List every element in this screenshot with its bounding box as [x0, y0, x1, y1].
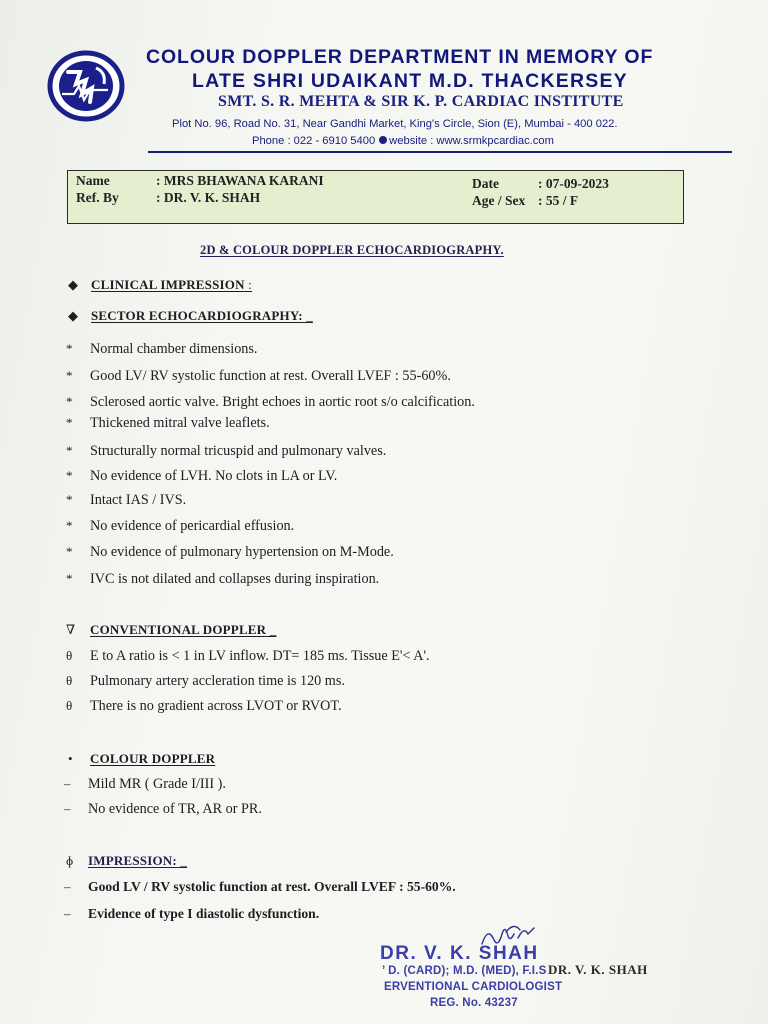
- bullet-dot-icon: [379, 136, 387, 144]
- list-item: Good LV / RV systolic function at rest. Overall LVEF : 55-60%.: [88, 879, 456, 894]
- institute-address: Plot No. 96, Road No. 31, Near Gandhi Market, King's Circle, Sion (E), Mumbai - 400 022.: [172, 118, 618, 130]
- heading-text: CLINICAL IMPRESSION: [91, 277, 245, 292]
- stamp-qualification: ’ D. (CARD); M.D. (MED), F.I.S: [382, 965, 547, 977]
- list-item: No evidence of pulmonary hypertension on M-Mode.: [90, 544, 394, 560]
- sector-echo-heading: [91, 308, 313, 324]
- heading-trail: _: [266, 622, 277, 637]
- asterisk-bullet-icon: *: [66, 415, 73, 430]
- theta-bullet-icon: θ: [66, 698, 73, 713]
- dash-bullet-icon: –: [64, 879, 71, 894]
- list-item: Thickened mitral valve leaflets.: [90, 415, 270, 431]
- list-item: No evidence of LVH. No clots in LA or LV.: [90, 468, 338, 484]
- date-label: Date: [472, 176, 499, 191]
- asterisk-bullet-icon: *: [66, 341, 73, 356]
- header-title-line1: COLOUR DOPPLER DEPARTMENT IN MEMORY OF: [146, 46, 654, 68]
- list-item: Pulmonary artery accleration time is 120 ms.: [90, 673, 345, 689]
- patient-details-box: [67, 170, 684, 224]
- patient-name: : MRS BHAWANA KARANI: [156, 173, 324, 188]
- typed-doctor-name: DR. V. K. SHAH: [548, 962, 648, 977]
- conventional-doppler-heading: [90, 622, 276, 638]
- stamp-designation: ERVENTIONAL CARDIOLOGIST: [384, 981, 563, 993]
- cardiac-institute-logo: [46, 50, 126, 122]
- list-item: Normal chamber dimensions.: [90, 341, 258, 357]
- asterisk-bullet-icon: *: [66, 492, 73, 507]
- name-label: Name: [76, 173, 110, 188]
- section-marker-icon: ∇: [66, 622, 76, 637]
- age-sex: : 55 / F: [538, 193, 579, 208]
- section-marker-icon: ◆: [68, 308, 78, 323]
- institute-name: SMT. S. R. MEHTA & SIR K. P. CARDIAC INSTITUTE: [218, 93, 624, 110]
- impression-heading: [88, 853, 187, 869]
- list-item: Evidence of type I diastolic dysfunction.: [88, 906, 320, 921]
- clinical-impression-heading: [91, 277, 252, 293]
- list-item: Sclerosed aortic valve. Bright echoes in aortic root s/o calcification.: [90, 394, 475, 410]
- list-item: There is no gradient across LVOT or RVOT.: [90, 698, 342, 714]
- list-item: No evidence of TR, AR or PR.: [88, 801, 262, 817]
- list-item: E to A ratio is < 1 in LV inflow. DT= 185 ms. Tissue E'< A'.: [90, 648, 430, 664]
- section-marker-icon: ◆: [68, 277, 78, 292]
- asterisk-bullet-icon: *: [66, 518, 73, 533]
- list-item: Intact IAS / IVS.: [90, 492, 187, 508]
- asterisk-bullet-icon: *: [66, 468, 73, 483]
- website: website : www.srmkpcardiac.com: [389, 135, 554, 147]
- header-title-line2: LATE SHRI UDAIKANT M.D. THACKERSEY: [192, 70, 628, 92]
- doctor-stamp-name: DR. V. K. SHAH: [380, 943, 539, 964]
- dash-bullet-icon: –: [64, 776, 71, 791]
- ref-label: Ref. By: [76, 190, 119, 205]
- stamp-registration: REG. No. 43237: [430, 997, 518, 1009]
- list-item: IVC is not dilated and collapses during inspiration.: [90, 571, 380, 587]
- heading-trail: _: [176, 853, 188, 868]
- section-marker-icon: ɸ: [66, 853, 74, 868]
- heading-trail: _: [302, 308, 313, 323]
- referring-doctor: : DR. V. K. SHAH: [156, 190, 261, 205]
- heading-text: CONVENTIONAL DOPPLER: [90, 622, 267, 637]
- dash-bullet-icon: –: [64, 801, 71, 816]
- heading-trail: :: [244, 277, 252, 292]
- asterisk-bullet-icon: *: [66, 571, 73, 586]
- contact-line: [252, 135, 554, 147]
- heading-text: IMPRESSION:: [88, 853, 177, 868]
- theta-bullet-icon: θ: [66, 673, 73, 688]
- section-marker-icon: •: [68, 751, 73, 766]
- dash-bullet-icon: –: [64, 906, 71, 921]
- report-title: 2D & COLOUR DOPPLER ECHOCARDIOGRAPHY.: [200, 243, 504, 257]
- header-divider: [148, 151, 732, 153]
- list-item: Structurally normal tricuspid and pulmonary valves.: [90, 443, 387, 459]
- asterisk-bullet-icon: *: [66, 544, 73, 559]
- age-sex-label: Age / Sex: [472, 193, 526, 208]
- report-date: : 07-09-2023: [538, 176, 609, 191]
- colour-doppler-heading: COLOUR DOPPLER: [90, 751, 216, 766]
- phone-number: Phone : 022 - 6910 5400: [252, 135, 376, 147]
- list-item: Good LV/ RV systolic function at rest. Overall LVEF : 55-60%.: [90, 368, 451, 384]
- theta-bullet-icon: θ: [66, 648, 73, 663]
- heading-text: SECTOR ECHOCARDIOGRAPHY:: [91, 308, 303, 323]
- asterisk-bullet-icon: *: [66, 443, 73, 458]
- list-item: Mild MR ( Grade I/III ).: [88, 776, 226, 792]
- asterisk-bullet-icon: *: [66, 368, 73, 383]
- list-item: No evidence of pericardial effusion.: [90, 518, 295, 534]
- asterisk-bullet-icon: *: [66, 394, 73, 409]
